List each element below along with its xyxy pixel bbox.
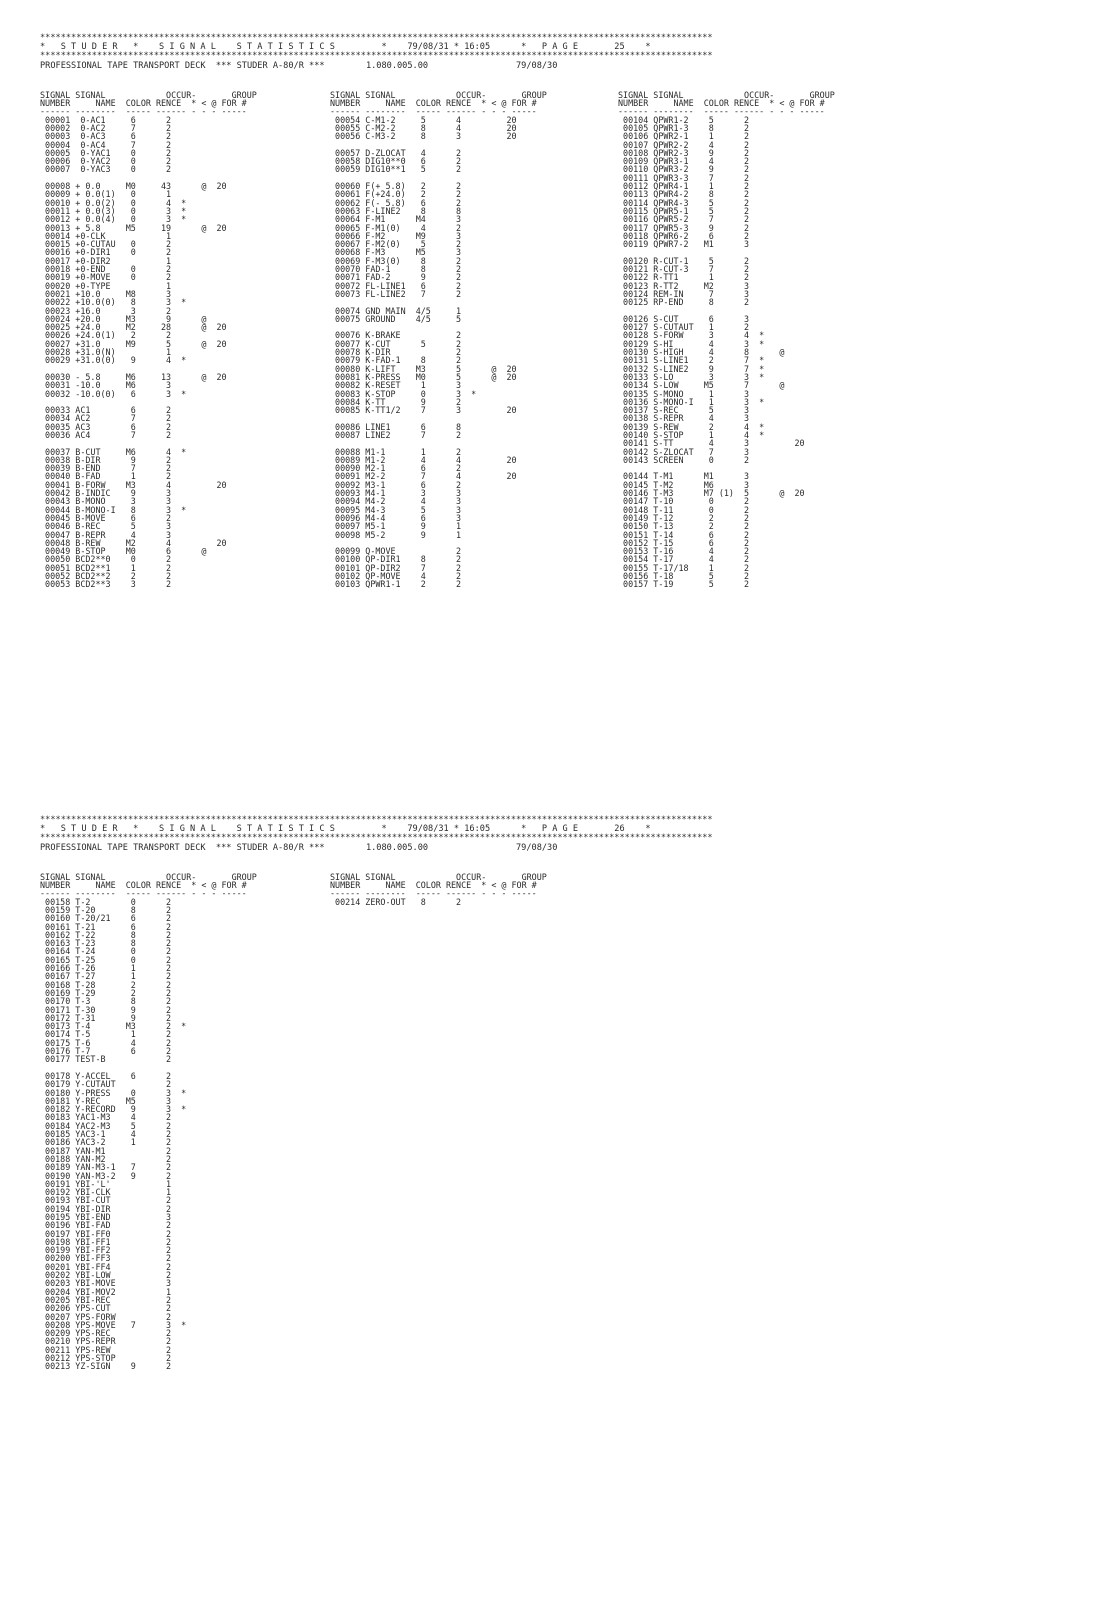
signal-column-text: SIGNAL SIGNAL OCCUR- GROUP NUMBER NAME COLOR RENCE * < @ FOR # ------ -------- ----- ------ - - - ----- 00054 C-M1-2 5 4 20 00055 C-M2-2 8 4 20 00056 C-M3-2 8 3 20 00057 D-ZLOCAT 4 2 00058 DIG10**0 6 2 00059 DIG10**1 5 2 00060 F(+ 5.8) 2 2 00061 F(+24.0) 2 2 00062 F(- 5.8) 6 2 00063 F-LINE2 8 8 00064 F-M1 M4 3 00065 F-M1(0) 4 2 00066 F-M2 M9 3 00067 F-M2(0) 5 2 00068 F-M3 M5 3 00069 F-M3(0) 8 2 00070 FAD-1 8 2 00071 FAD-2 9 2 00072 FL-LINE1 6 2 00073 FL-LINE2 7 2 00074 GND MAIN 4/5 1 00075 GROUND 4/5 5 00076 K-BRAKE 2 00077 K-CUT 5 2 00078 K-DIR 2 00079 K-FAD-1 8 2 00080 K-LIFT M3 5 @ 20 00081 K-PRESS M0 5 @ 20 00082 K-RESET 1 3 00083 K-STOP 0 3 * 00084 K-TT 9 2 00085 K-TT1/2 7 3 20 00086 LINE1 6 8 00087 LINE2 7 2 00088 M1-1 1 2 00089 M1-2 4 4 20 00090 M2-1 6 2 00091 M2-2 7 4 20 00092 M3-1 6 2 00093 M4-1 3 3 00094 M4-2 4 3 00095 M4-3 5 3 00096 M4-4 6 3 00097 M5-1 9 1 00098 M5-2 9 1 00099 Q-MOVE 2 00100 QP-DIR1 8 2 00101 QP-DIR2 7 2 00102 QP-MOVE 4 2 00103 QPWR1-1 2 2	[330, 89, 547, 590]
report-subtitle-line: PROFESSIONAL TAPE TRANSPORT DECK *** STUDER A-80/R *** 1.080.005.00 79/08/30	[40, 842, 558, 853]
signal-column-text: SIGNAL SIGNAL OCCUR- GROUP NUMBER NAME COLOR RENCE * < @ FOR # ------ -------- ----- ------ - - - ----- 00158 T-2 0 2 00159 T-20 8 2 00160 T-20/21 6 2 00161 T-21 6 2 00162 T-22 8 2 00163 T-23 8 2 00164 T-24 0 2 00165 T-25 0 2 00166 T-26 1 2 00167 T-27 1 2 00168 T-28 2 2 00169 T-29 2 2 00170 T-3 8 2 00171 T-30 9 2 00172 T-31 9 2 00173 T-4 M3 2 * 00174 T-5 1 2 00175 T-6 4 2 00176 T-7 6 2 00177 TEST-B 2 00178 Y-ACCEL 6 2 00179 Y-CUTAUT 2 00180 Y-PRESS 0 3 * 00181 Y-REC M5 3 00182 Y-RECORD 9 3 * 00183 YAC1-M3 4 2 00184 YAC2-M3 5 2 00185 YAC3-1 4 2 00186 YAC3-2 1 2 00187 YAN-M1 2 00188 YAN-M2 2 00189 YAN-M3-1 7 2 00190 YAN-M3-2 9 2 00191 YBI-'L' 1 00192 YBI-CLK 1 00193 YBI-CUT 2 00194 YBI-DIR 2 00195 YBI-END 3 00196 YBI-FAD 2 00197 YBI-FF0 2 00198 YBI-FF1 2 00199 YBI-FF2 2 00200 YBI-FF3 2 00201 YBI-FF4 2 00202 YBI-LOW 2 00203 YBI-MOVE 3 00204 YBI-MOV2 1 00205 YBI-REC 2 00206 YPS-CUT 2 00207 YPS-FORW 2 00208 YPS-MOVE 7 3 * 00209 YPS-REC 2 00210 YPS-REPR 2 00211 YPS-REW 2 00212 YPS-STOP 2 00213 YZ-SIGN 9 2	[40, 871, 257, 1372]
signal-column-3	[618, 91, 835, 589]
signal-column-text: SIGNAL SIGNAL OCCUR- GROUP NUMBER NAME COLOR RENCE * < @ FOR # ------ -------- ----- ------ - - - ----- 00104 QPWR1-2 5 2 00105 QPWR1-3 8 2 00106 QPWR2-1 1 2 00107 QPWR2-2 4 2 00108 QPWR2-3 9 2 00109 QPWR3-1 4 2 00110 QPWR3-2 9 2 00111 QPWR3-3 7 2 00112 QPWR4-1 1 2 00113 QPWR4-2 8 2 00114 QPWR4-3 5 2 00115 QPWR5-1 5 2 00116 QPWR5-2 7 2 00117 QPWR5-3 9 2 00118 QPWR6-2 6 2 00119 QPWR7-2 M1 3 00120 R-CUT-1 5 2 00121 R-CUT-3 7 2 00122 R-TT1 1 2 00123 R-TT2 M2 3 00124 REM-IN 7 3 00125 RP-END 8 2 00126 S-CUT 6 3 00127 S-CUTAUT 1 2 00128 S-FORW 3 4 * 00129 S-HI 4 3 * 00130 S-HIGH 4 8 @ 00131 S-LINE1 2 7 * 00132 S-LINE2 9 7 * 00133 S-LO 3 3 * 00134 S-LOW M5 7 @ 00135 S-MONO 1 3 00136 S-MONO-I 1 3 * 00137 S-REC 5 3 00138 S-REPR 4 3 00139 S-REW 2 4 * 00140 S-STOP 1 4 * 00141 S-TT 4 3 20 00142 S-ZLOCAT 7 3 00143 SCREEN 0 2 00144 T-M1 M1 3 00145 T-M2 M6 3 00146 T-M3 M7 (1) 5 @ 20 00147 T-10 0 2 00148 T-11 0 2 00149 T-12 2 2 00150 T-13 2 2 00151 T-14 6 2 00152 T-15 6 2 00153 T-16 4 2 00154 T-17 4 2 00155 T-17/18 1 2 00156 T-18 5 2 00157 T-19 5 2	[618, 89, 835, 590]
signal-column-2	[330, 91, 547, 589]
signal-column-1	[40, 873, 257, 1371]
report-subtitle-line: PROFESSIONAL TAPE TRANSPORT DECK *** STUDER A-80/R *** 1.080.005.00 79/08/30	[40, 60, 558, 71]
signal-column-text: SIGNAL SIGNAL OCCUR- GROUP NUMBER NAME COLOR RENCE * < @ FOR # ------ -------- ----- ------ - - - ----- 00214 ZERO-OUT 8 2	[330, 871, 547, 907]
printout-page-25	[40, 33, 1100, 590]
star-border-top: **********************************************************************************************************************************	[40, 815, 713, 825]
signal-column-2	[330, 873, 547, 906]
report-title-line: * S T U D E R * S I G N A L S T A T I S T I C S * 79/08/31 * 16:05 * P A G E 26 *	[40, 824, 651, 835]
signal-column-text: SIGNAL SIGNAL OCCUR- GROUP NUMBER NAME COLOR RENCE * < @ FOR # ------ -------- ----- ------ - - - ----- 00001 0-AC1 6 2 00002 0-AC2 7 2 00003 0-AC3 6 2 00004 0-AC4 7 2 00005 0-YAC1 0 2 00006 0-YAC2 0 2 00007 0-YAC3 0 2 00008 + 0.0 M0 43 @ 20 00009 + 0.0(1) 0 1 00010 + 0.0(2) 0 4 * 00011 + 0.0(3) 0 3 * 00012 + 0.0(4) 0 3 * 00013 + 5.8 M5 19 @ 20 00014 +0-CLK 1 00015 +0-CUTAU 0 2 00016 +0-DIR1 0 2 00017 +0-DIR2 1 00018 +0-END 0 2 00019 +0-MOVE 0 2 00020 +0-TYPE 1 00021 +10.0 M8 3 00022 +10.0(0) 8 3 * 00023 +16.0 3 2 00024 +20.0 M3 9 @ 00025 +24.0 M2 28 @ 20 00026 +24.0(1) 2 2 00027 +31.0 M9 5 @ 20 00028 +31.0(N) 1 00029 +31.0(0) 9 4 * 00030 - 5.8 M6 13 @ 20 00031 -10.0 M6 3 00032 -10.0(0) 6 3 * 00033 AC1 6 2 00034 AC2 7 2 00035 AC3 6 2 00036 AC4 7 2 00037 B-CUT M6 4 * 00038 B-DIR 9 2 00039 B-END 7 2 00040 B-FAD 1 2 00041 B-FORW M3 4 20 00042 B-INDIC 9 3 00043 B-MONO 3 3 00044 B-MONO-I 8 3 * 00045 B-MOVE 6 2 00046 B-REC 5 3 00047 B-REPR 4 3 00048 B-REW M2 4 20 00049 B-STOP M0 6 @ 00050 BCD2**0 0 2 00051 BCD2**1 1 2 00052 BCD2**2 2 2 00053 BCD2**3 3 2	[40, 89, 257, 590]
star-border-top: **********************************************************************************************************************************	[40, 33, 713, 43]
star-border-bottom: **********************************************************************************************************************************	[40, 51, 713, 62]
signal-column-1	[40, 91, 257, 589]
star-border-bottom: **********************************************************************************************************************************	[40, 833, 713, 844]
printout-page-26	[40, 815, 1100, 1372]
report-title-line: * S T U D E R * S I G N A L S T A T I S T I C S * 79/08/31 * 16:05 * P A G E 25 *	[40, 42, 651, 53]
